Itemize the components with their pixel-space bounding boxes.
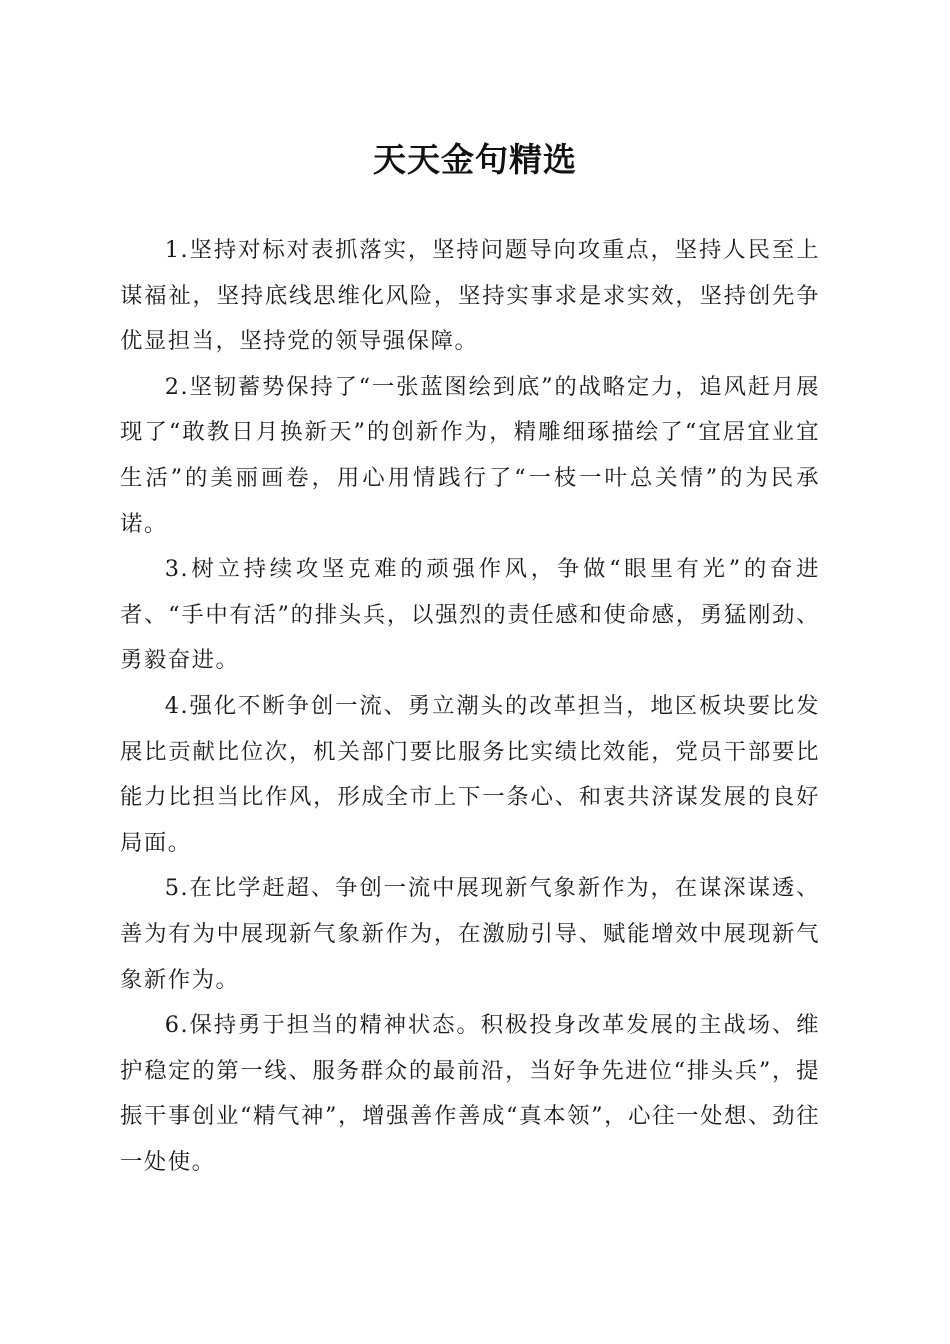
document-body bbox=[120, 228, 820, 1185]
quote-paragraph-2: 2.坚韧蓄势保持了“一张蓝图绘到底”的战略定力，追风赶月展现了“敢教日月换新天”的创新作为，精雕细琢描绘了“宜居宜业宜生活”的美丽画卷，用心用情践行了“一枝一叶总关情”的为民承诺。 bbox=[120, 373, 820, 537]
quote-paragraph-1: 1.坚持对标对表抓落实，坚持问题导向攻重点，坚持人民至上谋福祉，坚持底线思维化风险，坚持实事求是求实效，坚持创先争优显担当，坚持党的领导强保障。 bbox=[120, 237, 820, 355]
quote-paragraph-4: 4.强化不断争创一流、勇立潮头的改革担当，地区板块要比发展比贡献比位次，机关部门要比服务比实绩比效能，党员干部要比能力比担当比作风，形成全市上下一条心、和衷共济谋发展的良好局面。 bbox=[120, 692, 820, 856]
quote-paragraph-6: 6.保持勇于担当的精神状态。积极投身改革发展的主战场、维护稳定的第一线、服务群众的最前沿，当好争先进位“排头兵”，提振干事创业“精气神”，增强善作善成“真本领”，心往一处想、劲往一处使。 bbox=[120, 1012, 820, 1175]
page-title: 天天金句精选 bbox=[373, 140, 577, 179]
quote-paragraph-5: 5.在比学赶超、争创一流中展现新气象新作为，在谋深谋透、善为有为中展现新气象新作为，在激励引导、赋能增效中展现新气象新作为。 bbox=[120, 875, 820, 993]
quote-paragraph-3: 3.树立持续攻坚克难的顽强作风，争做“眼里有光”的奋进者、“手中有活”的排头兵，以强烈的责任感和使命感，勇猛刚劲、勇毅奋进。 bbox=[120, 556, 820, 674]
